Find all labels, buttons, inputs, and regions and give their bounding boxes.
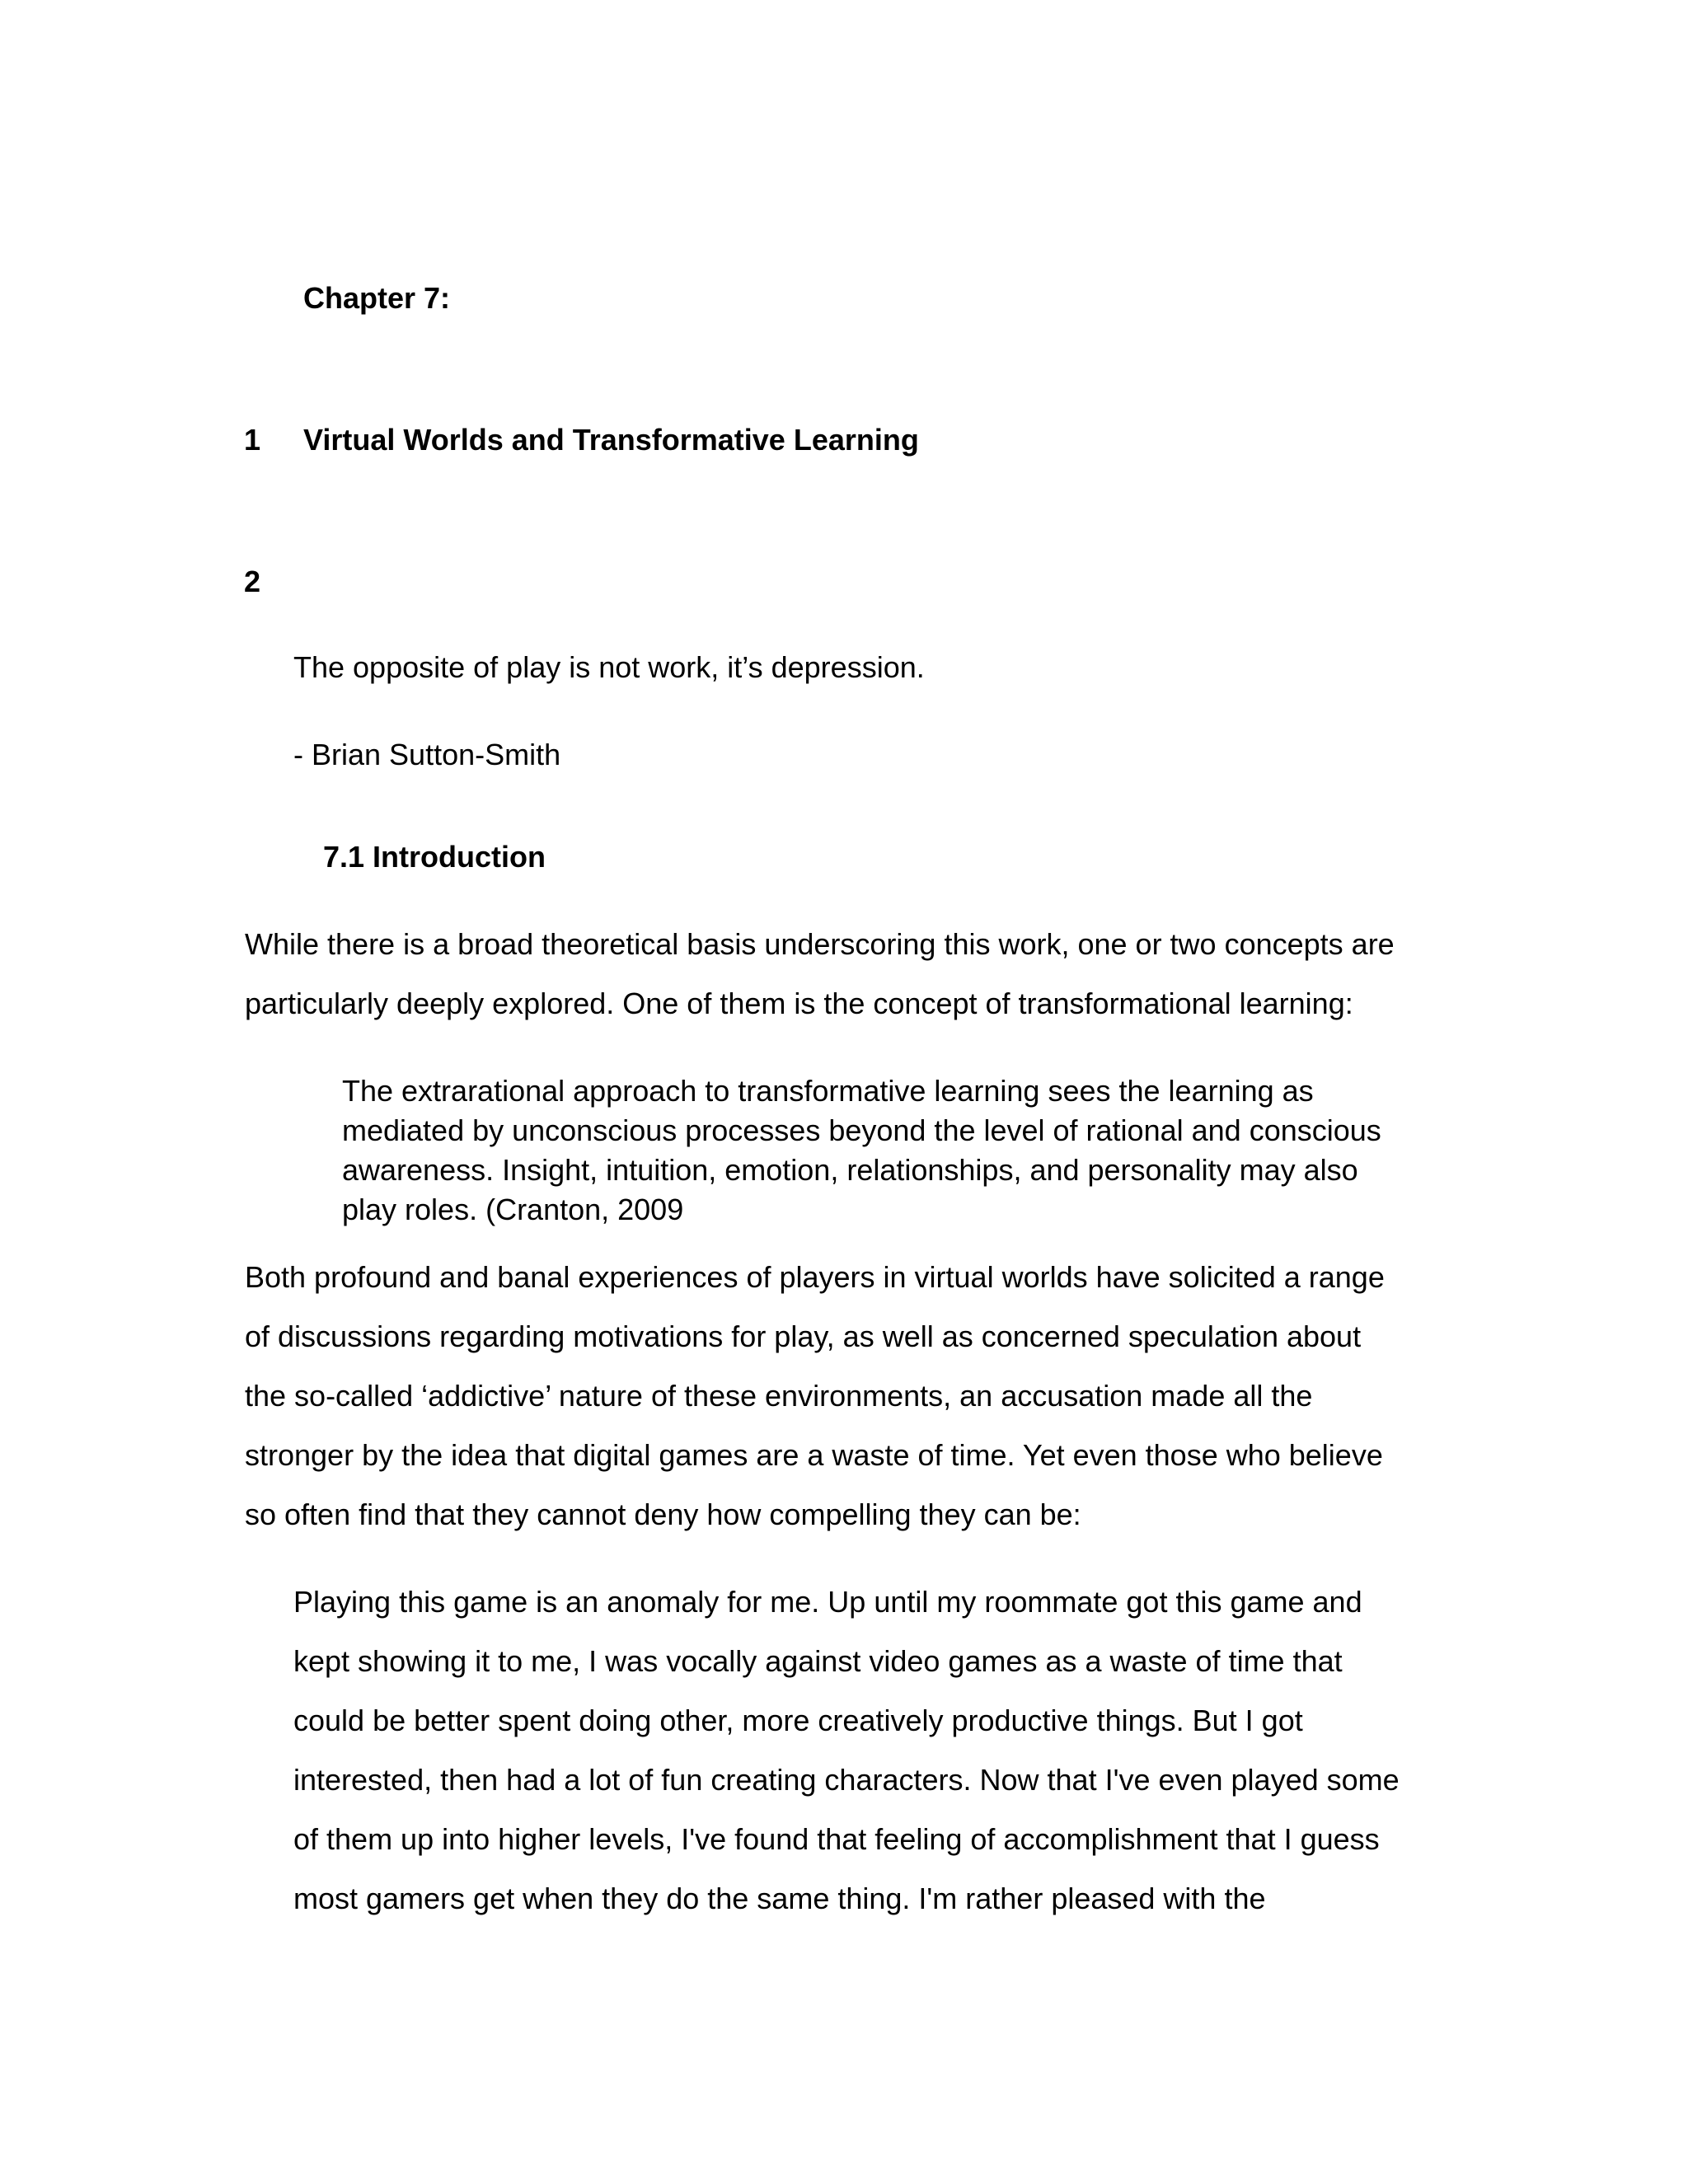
blockquote-2-line: interested, then had a lot of fun creating characters. Now that I've even played some [293, 1763, 1400, 1797]
paragraph-2-line: stronger by the idea that digital games are a waste of time. Yet even those who believe [245, 1438, 1383, 1472]
paragraph-2-line: the so-called ‘addictive’ nature of these environments, an accusation made all the [245, 1379, 1313, 1413]
heading-number-1: 1 [244, 423, 261, 457]
paragraph-2-line: Both profound and banal experiences of players in virtual worlds have solicited a range [245, 1260, 1385, 1294]
blockquote-1-line: mediated by unconscious processes beyond the level of rational and conscious [342, 1113, 1381, 1147]
blockquote-2-line: kept showing it to me, I was vocally against video games as a waste of time that [293, 1644, 1343, 1678]
blockquote-2-line: most gamers get when they do the same thing. I'm rather pleased with the [293, 1882, 1266, 1915]
paragraph-1-line: While there is a broad theoretical basis underscoring this work, one or two concepts are [245, 927, 1395, 961]
paragraph-1-line: particularly deeply explored. One of them is the concept of transformational learning: [245, 987, 1353, 1020]
blockquote-1-line: awareness. Insight, intuition, emotion, relationships, and personality may also [342, 1153, 1358, 1187]
chapter-label: Chapter 7: [303, 281, 451, 315]
section-title: 7.1 Introduction [323, 840, 546, 874]
blockquote-2-line: could be better spent doing other, more creatively productive things. But I got [293, 1704, 1303, 1737]
heading-number-2: 2 [244, 565, 261, 598]
epigraph-attribution: - Brian Sutton-Smith [293, 738, 561, 771]
paragraph-2-line: so often find that they cannot deny how compelling they can be: [245, 1497, 1081, 1531]
blockquote-1-line: play roles. (Cranton, 2009 [342, 1193, 684, 1226]
chapter-title: Virtual Worlds and Transformative Learning [303, 423, 919, 457]
paragraph-2-line: of discussions regarding motivations for play, as well as concerned speculation about [245, 1319, 1362, 1353]
blockquote-2-line: of them up into higher levels, I've found that feeling of accomplishment that I guess [293, 1822, 1380, 1856]
blockquote-2-line: Playing this game is an anomaly for me. Up until my roommate got this game and [293, 1585, 1362, 1619]
epigraph-quote: The opposite of play is not work, it’s depression. [293, 650, 925, 684]
blockquote-1-line: The extrarational approach to transformative learning sees the learning as [342, 1074, 1314, 1108]
